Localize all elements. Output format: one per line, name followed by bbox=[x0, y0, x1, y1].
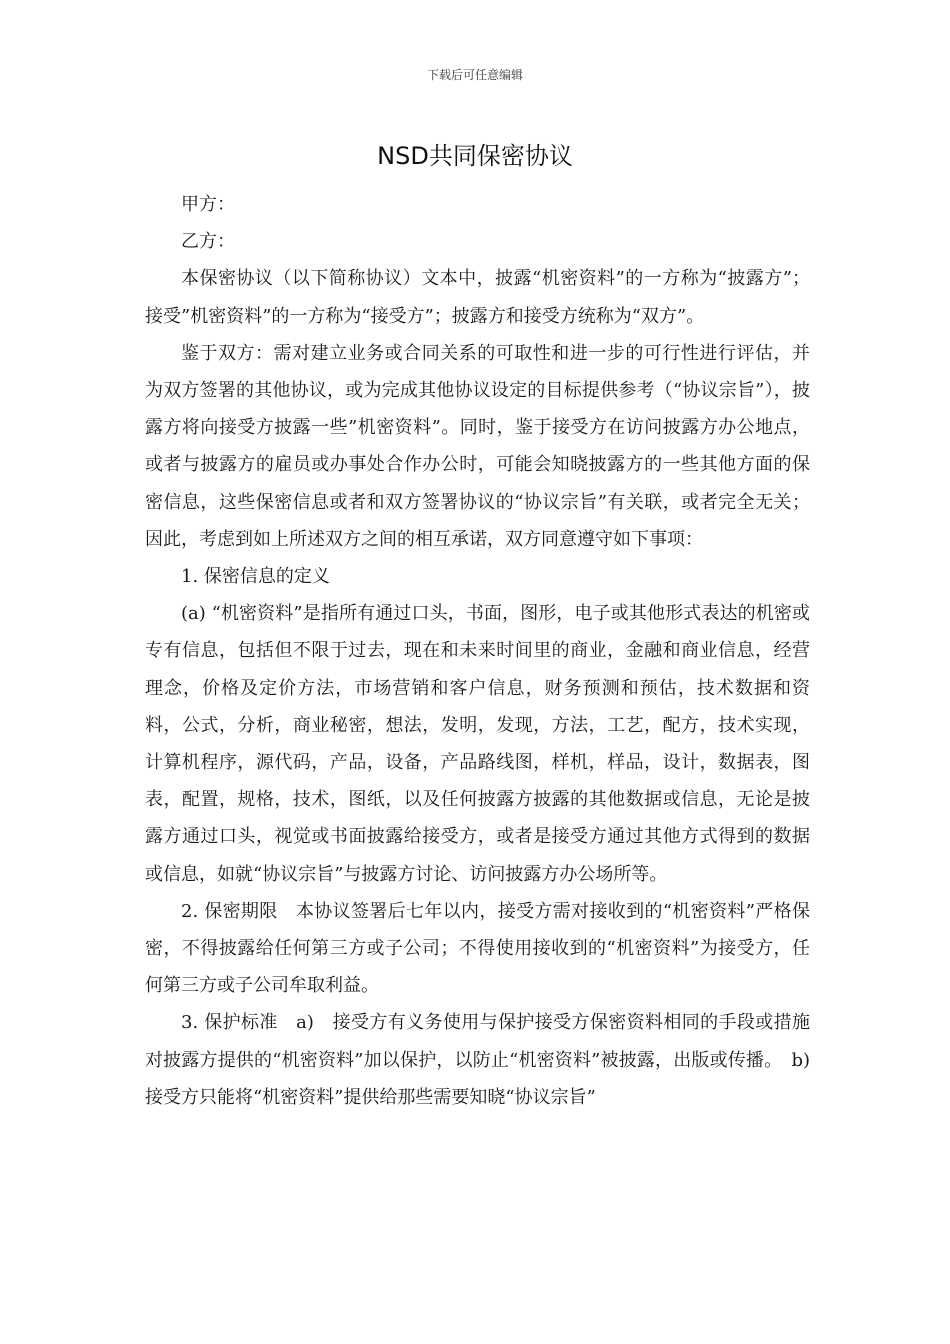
section-3-paragraph: 3. 保护标准 a) 接受方有义务使用与保护接受方保密资料相同的手段或措施对披露方提供的“机密资料”加以保护，以防止“机密资料”被披露，出版或传播。 b) 接受方只能将“机密资料”提供给那些需要知晓“协议宗旨” bbox=[145, 1012, 810, 1108]
definitions-paragraph: 本保密协议（以下简称协议）文本中，披露“机密资料”的一方称为“披露方”；接受”机密资料”的一方称为“接受方”；披露方和接受方统称为“双方”。 bbox=[145, 268, 810, 327]
party-b-line: 乙方： bbox=[181, 231, 235, 253]
section-2-paragraph: 2. 保密期限 本协议签署后七年以内，接受方需对接收到的“机密资料”严格保密，不得披露给任何第三方或子公司；不得使用接收到的“机密资料”为接受方，任何第三方或子公司牟取利益。 bbox=[145, 900, 810, 997]
header-note: 下载后可任意编辑 bbox=[426, 68, 523, 82]
document-body bbox=[145, 186, 810, 1116]
section-1-heading: 1. 保密信息的定义 bbox=[181, 566, 330, 588]
document-title: NSD共同保密协议 bbox=[377, 142, 573, 170]
section-1a-paragraph: (a) “机密资料”是指所有通过口头，书面，图形，电子或其他形式表达的机密或专有信息，包括但不限于过去，现在和未来时间里的商业，金融和商业信息，经营理念，价格及定价方法，市场营销和客户信息，财务预测和预估，技术数据和资料，公式，分析，商业秘密，想法，发明，发现，方法，工艺，配方，技术实现，计算机程序，源代码，产品，设备，产品路线图，样机，样品，设计，数据表，图表，配置，规格，技术，图纸，以及任何披露方披露的其他数据或信息，无论是披露方通过口头，视觉或书面披露给接受方，或者是接受方通过其他方式得到的数据或信息，如就“协议宗旨”与披露方讨论、访问披露方办公场所等。 bbox=[145, 603, 810, 885]
recitals-paragraph: 鉴于双方：需对建立业务或合同关系的可取性和进一步的可行性进行评估，并为双方签署的其他协议，或为完成其他协议设定的目标提供参考（“协议宗旨”），披露方将向接受方披露一些”机密资料”。同时，鉴于接受方在访问披露方办公地点，或者与披露方的雇员或办事处合作办公时，可能会知晓披露方的一些其他方面的保密信息，这些保密信息或者和双方签署协议的“协议宗旨”有关联，或者完全无关； 因此，考虑到如上所述双方之间的相互承诺，双方同意遵守如下事项： bbox=[145, 342, 810, 550]
party-a-line: 甲方： bbox=[181, 194, 235, 215]
